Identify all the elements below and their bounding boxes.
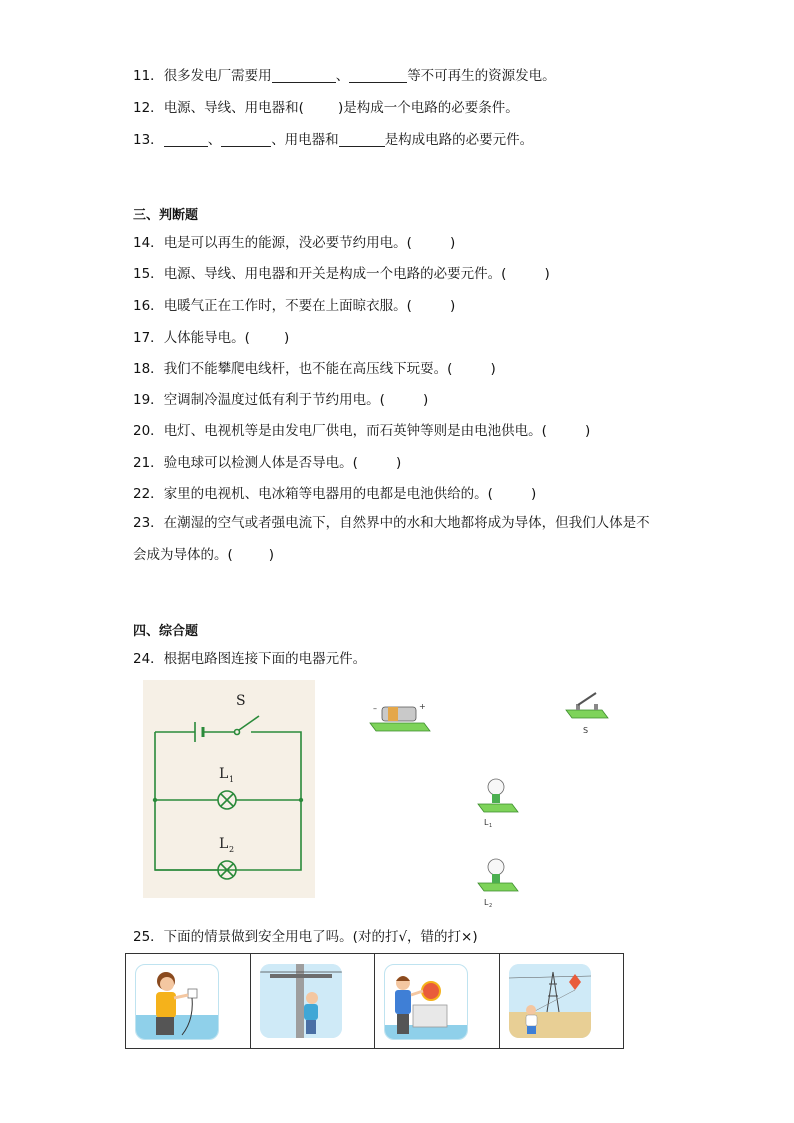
switch-component[interactable] <box>562 688 610 736</box>
question-number: 18． <box>133 361 164 377</box>
paren-close: ) <box>449 235 456 251</box>
question-text: 电灯、电视机等是由发电厂供电，而石英钟等则是由电池供电。( <box>163 423 547 439</box>
child-pants <box>156 1017 174 1035</box>
paren-close: ) <box>268 547 275 563</box>
question-text: 很多发电厂需要用 <box>163 68 272 84</box>
question-text: 电是可以再生的能源，没必要节约用电。( <box>163 235 412 251</box>
question-text: 电源、导线、用电器和开关是构成一个电路的必要元件。( <box>163 266 507 282</box>
question-text: 等不可再生的资源发电。 <box>407 68 556 84</box>
child-shirt <box>526 1015 537 1026</box>
judge-question <box>133 328 289 348</box>
child-hair <box>396 976 410 981</box>
scene-child-socket-image <box>135 964 219 1040</box>
question-text: 是构成电路的必要元件。 <box>384 132 534 148</box>
child-face <box>306 992 318 1004</box>
switch-component-label: S <box>583 726 589 735</box>
junction-dot <box>299 798 303 802</box>
judge-question <box>133 390 428 410</box>
switch-post <box>594 704 598 710</box>
scene-child-socket-svg <box>136 965 218 1039</box>
question-text: 电源、导线、用电器和( <box>163 100 304 116</box>
judge-question <box>133 264 550 284</box>
answer-blank[interactable] <box>221 132 271 147</box>
wall-socket <box>188 989 197 998</box>
paren-close: ) <box>584 423 591 439</box>
paren-close: ) <box>490 361 496 377</box>
scene-kite-image <box>509 964 591 1038</box>
child-face <box>526 1005 536 1015</box>
paren-close: ) <box>422 392 429 408</box>
scene-cell-3[interactable] <box>375 954 500 1048</box>
battery-minus-sign: – <box>373 704 377 713</box>
lamp-l2-base <box>478 883 518 891</box>
table <box>413 1005 447 1027</box>
lamp-l2-component-label: L <box>484 898 489 907</box>
question-text: 家里的电视机、电冰箱等电器用的电都是电池供给的。( <box>163 486 493 502</box>
question-number: 19． <box>133 392 164 408</box>
pole-crossbar <box>270 974 332 978</box>
lamp-l1-component-subscript: 1 <box>489 823 493 829</box>
question-text: 人体能导电。( <box>163 330 250 346</box>
scene-kite-svg <box>509 964 591 1038</box>
battery-component-svg <box>364 697 434 739</box>
battery-plus-sign: + <box>419 702 426 711</box>
lamp-l2-socket <box>492 874 500 883</box>
switch-component-svg <box>562 688 610 736</box>
question-12 <box>133 98 519 118</box>
scene-cell-1[interactable] <box>126 954 251 1048</box>
lamp-l1-socket <box>492 794 500 803</box>
question-number: 13． <box>133 132 164 148</box>
lamp-l1-subscript: 1 <box>229 775 235 784</box>
circuit-diagram-svg <box>143 680 315 898</box>
lamp-l2-component-svg <box>474 857 520 913</box>
question-text: 空调制冷温度过低有利于节约用电。( <box>163 392 385 408</box>
switch-base <box>566 710 608 718</box>
floor <box>136 1015 218 1039</box>
question-text: 我们不能攀爬电线杆，也不能在高压线下玩耍。( <box>163 361 453 377</box>
child-shirt <box>156 992 176 1018</box>
lamp-l1-label: L <box>219 766 229 782</box>
judge-question <box>133 233 455 253</box>
question-number: 16． <box>133 298 164 314</box>
question-23-line2 <box>133 545 274 565</box>
scene-electric-ball-image <box>384 964 468 1040</box>
lamp-l2-subscript: 2 <box>229 845 235 854</box>
child-shirt <box>395 990 411 1014</box>
answer-blank[interactable] <box>339 132 385 147</box>
lamp-l1-base <box>478 804 518 812</box>
answer-blank[interactable] <box>272 68 336 83</box>
child-pants <box>306 1020 316 1034</box>
ground <box>509 1012 591 1038</box>
question-number: 17． <box>133 330 164 346</box>
question-text: 会成为导体的。( <box>133 547 233 563</box>
separator: 、 <box>207 132 222 148</box>
question-number: 12． <box>133 100 164 116</box>
question-25: 25．下面的情景做到安全用电了吗。(对的打√，错的打×) <box>133 929 478 945</box>
separator: 、 <box>335 68 350 84</box>
answer-blank[interactable] <box>164 132 208 147</box>
lamp-l2-component-subscript: 2 <box>489 903 493 909</box>
lamp-l2-label: L <box>219 836 229 852</box>
child-shirt <box>304 1004 318 1020</box>
question-text: 验电球可以检测人体是否导电。( <box>163 455 358 471</box>
question-text: 电暖气正在工作时，不要在上面晾衣服。( <box>163 298 412 314</box>
judge-question <box>133 359 496 379</box>
question-23-line1: 23．在潮湿的空气或者强电流下，自然界中的水和大地都将成为导体，但我们人体是不 <box>133 515 650 531</box>
battery-component[interactable] <box>364 697 434 739</box>
paren-close: ) <box>395 455 402 471</box>
battery-base <box>370 723 430 731</box>
circuit-diagram <box>143 680 315 898</box>
judge-question <box>133 421 590 441</box>
section-title-judge: 三、判断题 <box>133 208 199 223</box>
battery-band <box>388 707 398 721</box>
switch-label: S <box>236 693 246 709</box>
question-13 <box>133 130 533 150</box>
switch-blade <box>578 693 596 705</box>
scene-climbing-pole-svg <box>260 964 342 1038</box>
paren-close: ) <box>544 266 550 282</box>
paren-close: ) <box>449 298 456 314</box>
answer-blank[interactable] <box>349 68 407 83</box>
question-number: 14． <box>133 235 164 251</box>
question-number: 11． <box>133 68 164 84</box>
question-text: 、用电器和 <box>271 132 339 148</box>
scene-cell-4[interactable] <box>500 954 624 1048</box>
lamp-l2-bulb <box>488 859 504 875</box>
lamp-l1-component-label: L <box>484 818 489 827</box>
plasma-ball <box>422 982 440 1000</box>
judge-question <box>133 296 455 316</box>
question-text: )是构成一个电路的必要条件。 <box>337 100 519 116</box>
child-pants <box>397 1014 409 1034</box>
child-arm <box>174 995 188 998</box>
question-11 <box>133 66 556 86</box>
lamp-l1-component-svg <box>474 774 520 830</box>
judge-question <box>133 453 401 473</box>
scene-electric-ball-svg <box>385 965 467 1039</box>
scene-picture-table <box>125 953 624 1049</box>
section-title-comprehensive: 四、综合题 <box>133 624 199 639</box>
question-number: 22． <box>133 486 164 502</box>
question-24: 24．根据电路图连接下面的电器元件。 <box>133 651 367 667</box>
child-arm <box>411 991 423 995</box>
child-shorts <box>527 1026 536 1034</box>
paren-close: ) <box>530 486 537 502</box>
lamp-l1-component[interactable] <box>474 774 520 830</box>
battery-body <box>382 707 416 721</box>
paren-close: ) <box>283 330 290 346</box>
scene-cell-2[interactable] <box>251 954 376 1048</box>
question-number: 21． <box>133 455 164 471</box>
scene-climbing-pole-image <box>260 964 342 1038</box>
junction-dot <box>153 798 157 802</box>
judge-question <box>133 484 536 504</box>
child-face <box>160 977 174 991</box>
question-number: 15． <box>133 266 164 282</box>
lamp-l1-bulb <box>488 779 504 795</box>
question-number: 20． <box>133 423 164 439</box>
circuit-background <box>143 680 315 898</box>
lamp-l2-component[interactable] <box>474 857 520 913</box>
sky <box>509 964 591 1012</box>
